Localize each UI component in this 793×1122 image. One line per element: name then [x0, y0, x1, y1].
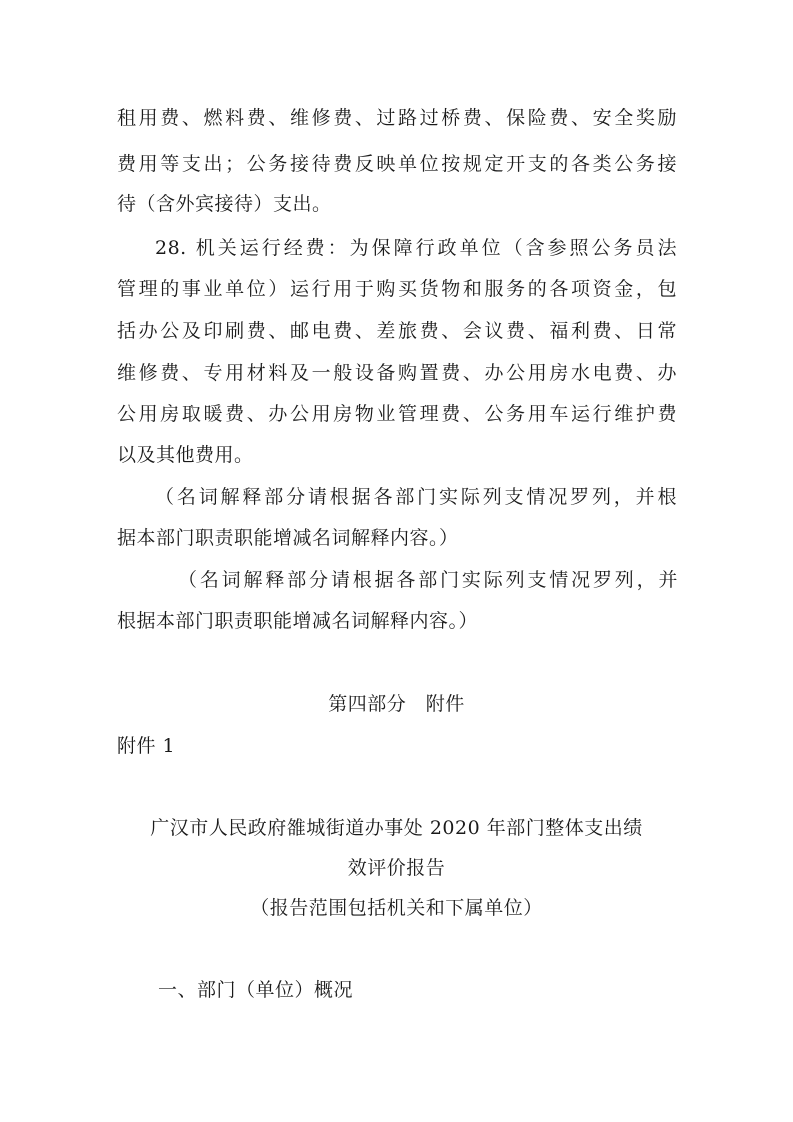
- part-heading: 第四部分 附件: [328, 693, 465, 715]
- attachment-label: 附件 1: [117, 735, 176, 757]
- paragraph-line: 管理的事业单位）运行用于购买货物和服务的各项资金，包: [117, 278, 677, 300]
- note-line: 据本部门职责职能增减名词解释内容。）: [117, 527, 459, 549]
- paragraph-line: 租用费、燃料费、维修费、过路过桥费、保险费、安全奖励: [117, 107, 677, 129]
- paragraph-line: 括办公及印刷费、邮电费、差旅费、会议费、福利费、日常: [117, 320, 677, 342]
- note-line: （名词解释部分请根据各部门实际列支情况罗列，并: [178, 569, 678, 591]
- paragraph-line: 公用房取暖费、办公用房物业管理费、公务用车运行维护费: [117, 403, 677, 425]
- note-line: （名词解释部分请根据各部门实际列支情况罗列，并根: [155, 486, 677, 508]
- paragraph-line: 以及其他费用。: [117, 444, 254, 466]
- paragraph-line: 维修费、专用材料及一般设备购置费、办公用房水电费、办: [117, 362, 677, 384]
- report-title-line1: 广汉市人民政府雒城街道办事处 2020 年部门整体支出绩: [150, 817, 643, 839]
- report-title-line2: 效评价报告: [347, 857, 446, 879]
- note-line: 根据本部门职责职能增减名词解释内容。）: [117, 610, 479, 632]
- report-scope: （报告范围包括机关和下属单位）: [250, 897, 543, 919]
- section-heading: 一、部门（单位）概况: [158, 979, 354, 1001]
- paragraph-line: 费用等支出；公务接待费反映单位按规定开支的各类公务接: [117, 153, 677, 175]
- paragraph-line: 待（含外宾接待）支出。: [117, 193, 332, 215]
- paragraph-line: 28. 机关运行经费：为保障行政单位（含参照公务员法: [155, 237, 677, 259]
